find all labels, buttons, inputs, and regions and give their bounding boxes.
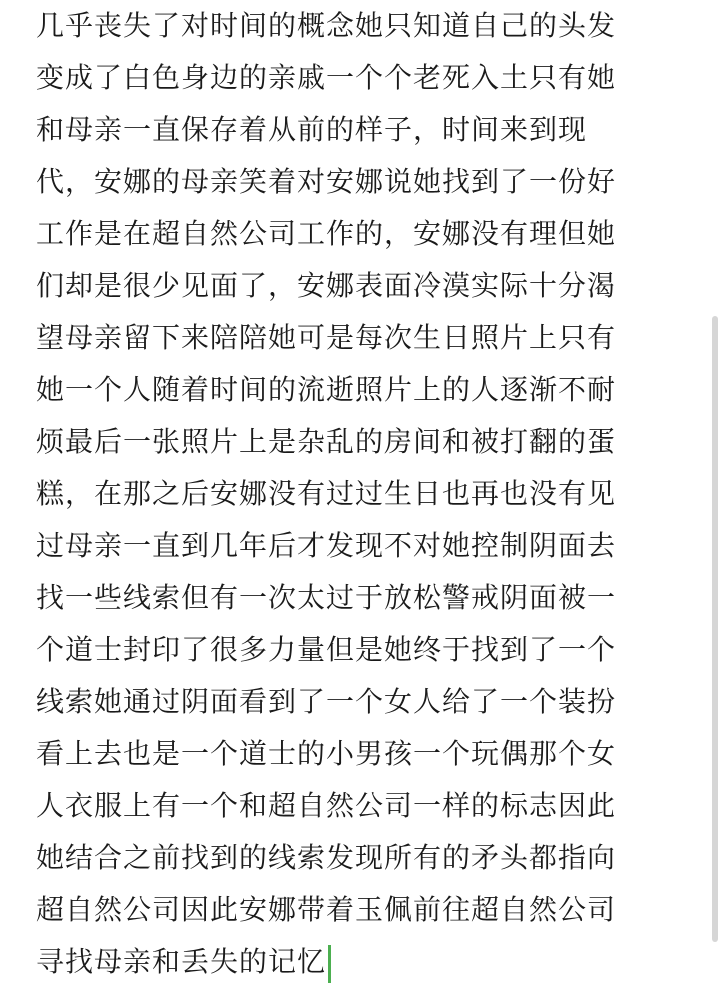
text-line: 糕，在那之后安娜没有过过生日也再也没有见: [36, 477, 617, 510]
text-line: 工作是在超自然公司工作的，安娜没有理但她: [36, 217, 617, 250]
text-line: 线索她通过阴面看到了一个女人给了一个装扮: [36, 685, 617, 718]
text-line: 个道士封印了很多力量但是她终于找到了一个: [36, 633, 617, 666]
last-text-line: [36, 936, 331, 988]
text-line: 超自然公司因此安娜带着玉佩前往超自然公司: [36, 893, 617, 926]
text-line: 烦最后一张照片上是杂乱的房间和被打翻的蛋: [36, 425, 617, 458]
text-line: 代，安娜的母亲笑着对安娜说她找到了一份好: [36, 165, 617, 198]
text-line: 看上去也是一个道士的小男孩一个玩偶那个女: [36, 737, 617, 770]
text-line: 过母亲一直到几年后才发现不对她控制阴面去: [36, 529, 617, 562]
text-line: 几乎丧失了对时间的概念她只知道自己的头发: [36, 9, 617, 42]
vertical-scrollbar[interactable]: [712, 316, 718, 942]
text-line: 们却是很少见面了，安娜表面冷漠实际十分渴: [36, 269, 617, 302]
text-line: 望母亲留下来陪陪她可是每次生日照片上只有: [36, 321, 617, 354]
text-line: 她一个人随着时间的流逝照片上的人逐渐不耐: [36, 373, 617, 406]
text-line: 变成了白色身边的亲戚一个个老死入土只有她: [36, 61, 617, 94]
text-line: 她结合之前找到的线索发现所有的矛头都指向: [36, 841, 617, 874]
text-line: 找一些线索但有一次太过于放松警戒阴面被一: [36, 581, 617, 614]
text-line: 和母亲一直保存着从前的样子，时间来到现: [36, 113, 588, 146]
text-line-content: 寻找母亲和丢失的记忆: [36, 945, 327, 978]
text-line: 人衣服上有一个和超自然公司一样的标志因此: [36, 789, 617, 822]
text-cursor: [328, 945, 331, 983]
